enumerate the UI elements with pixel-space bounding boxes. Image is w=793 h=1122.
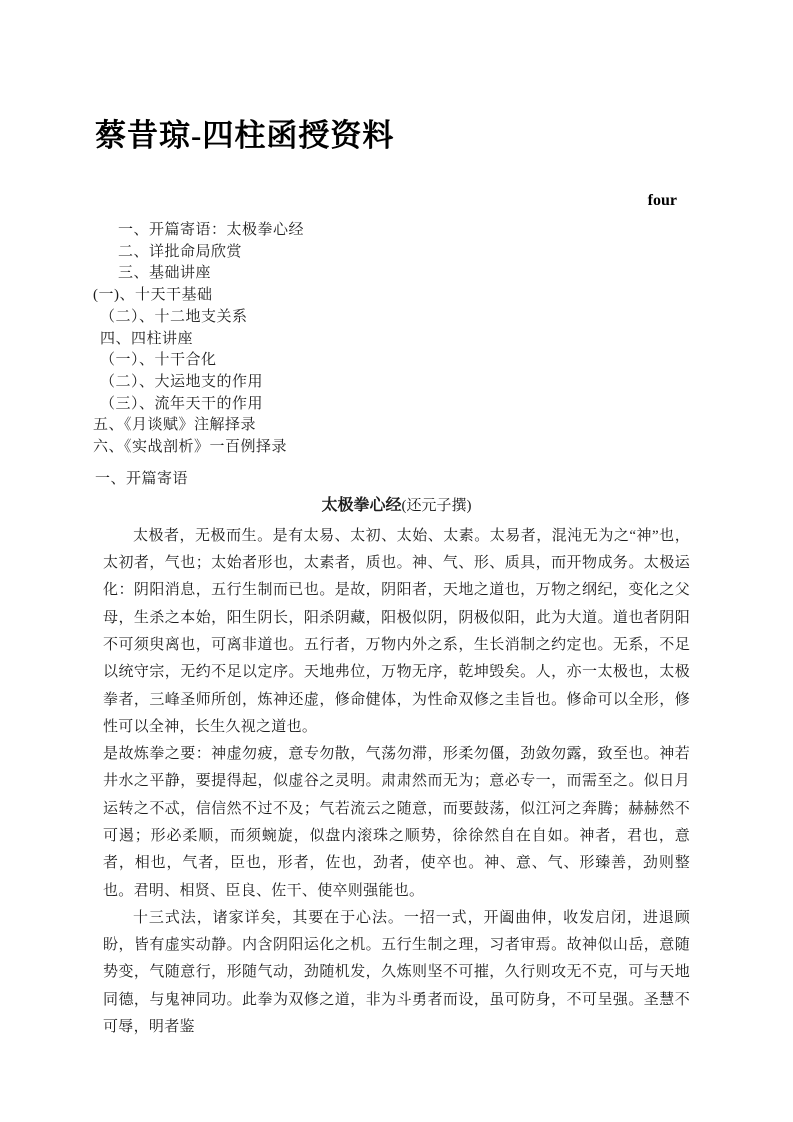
article-subtitle-main: 太极拳心经 [321, 496, 402, 514]
toc-item: （一）、十干合化 [100, 352, 217, 369]
toc-item: 四、四柱讲座 [100, 330, 194, 347]
document-title: 蔡昔琼-四柱函授资料 [95, 118, 395, 153]
toc-item: （二）、十二地支关系 [100, 308, 248, 325]
toc-item: （二）、大运地支的作用 [100, 373, 264, 390]
body-paragraph: 太极者，无极而生。是有太易、太初、太始、太素。太易者，混沌无为之“神”也，太初者，气也；太始者形也，太素者，质也。神、气、形、质具，而开物成务。太极运化：阴阳消息，五行生制而已也。是故，阴阳者，天地之道也，万物之纲纪，变化之父母，生杀之本始，阳生阴长，阳杀阴藏，阳极似阴，阴极似阳，此为大道。道也者阴阳不可须臾离也，可离非道也。五行者，万物内外之系，生长消制之约定也。无系，不足以统守宗，无约不足以定序。天地弗位，万物无序，乾坤毁矣。人，亦一太极也，太极拳者，三峰圣师所创，炼神还虚，修命健体，为性命双修之圭旨也。修命可以全形，修性可以全神，长生久视之道也。 [103, 527, 690, 735]
toc-item: 一、开篇寄语：太极拳心经 [118, 222, 305, 238]
toc-item: 二、详批命局欣赏 [118, 243, 243, 260]
article-body [103, 523, 690, 1042]
page-number-label: four [647, 192, 677, 209]
body-paragraph: 十三式法，诸家详矣，其要在于心法。一招一式，开阖曲伸，收发启闭，进退顾盼，皆有虚实动静。内含阴阳运化之机。五行生制之理，习者审焉。故神似山岳，意随势变，气随意行，形随气动，劲随机发，久炼则坚不可摧，久行则攻无不克，可与天地同德，与鬼神同功。此拳为双修之道，非为斗勇者而设，虽可防身，不可呈强。圣慧不可辱，明者鉴 [103, 909, 690, 1036]
toc-item: (一)、十天干基础 [93, 287, 213, 304]
table-of-contents [93, 220, 690, 459]
section-heading: 一、开篇寄语 [95, 470, 189, 487]
article-subtitle [103, 495, 690, 517]
toc-item: （三）、流年天干的作用 [100, 395, 264, 412]
toc-item: 五、《月谈赋》注解择录 [93, 417, 257, 434]
body-paragraph: 是故炼拳之要：神虚勿疲，意专勿散，气荡勿滞，形柔勿僵，劲敛勿露，致至也。神若井水之平静，要提得起，似虚谷之灵明。肃肃然而无为；意必专一，而需至之。似日月运转之不忒，信信然不过不及；气若流云之随意，而要鼓荡，似江河之奔腾；赫赫然不可遏；形必柔顺，而须蜿旋，似盘内滚珠之顺势，徐徐然自在自如。神者，君也，意者，相也，气者，臣也，形者，佐也，劲者，使卒也。神、意、气、形臻善，劲则整也。君明、相贤、臣良、佐干、使卒则强能也。 [103, 746, 690, 899]
toc-item: 三、基础讲座 [118, 265, 212, 282]
toc-item: 六、《实战剖析》一百例择录 [93, 439, 288, 456]
article-subtitle-author: (还元子撰) [401, 497, 472, 514]
